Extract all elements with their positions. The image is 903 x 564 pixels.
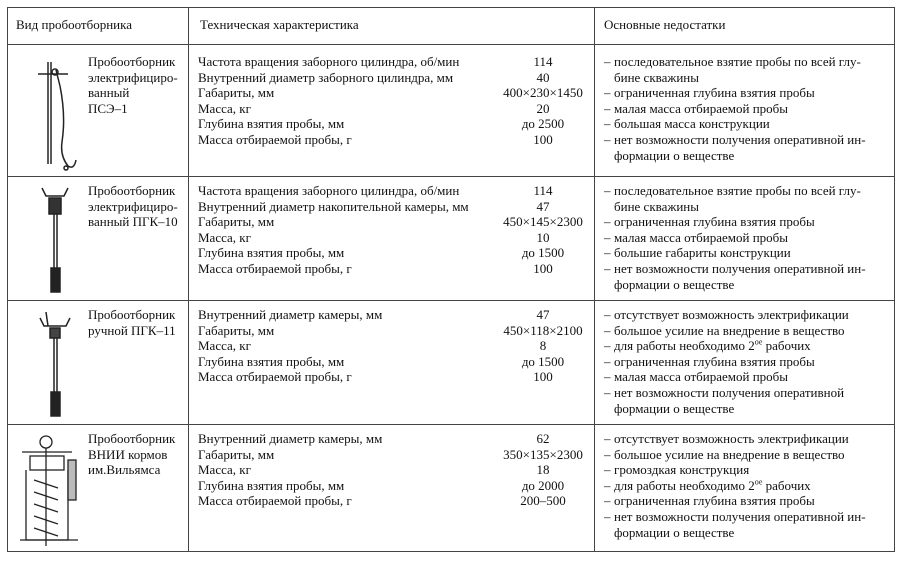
header-divider (8, 44, 894, 45)
spec-value: 100 (533, 260, 553, 276)
defect-item: – большое усилие на внедрение в вещество (604, 446, 845, 462)
spec-row (198, 116, 590, 132)
sampler-name: Пробоотборник электрифициро- ванный ПГК–10 (88, 183, 178, 230)
spec-label: Масса, кг (198, 229, 251, 245)
defect-item: – громоздкая конструкция (604, 462, 750, 478)
defect-item: – отсутствует возможность электрификации (604, 431, 849, 446)
spec-row (198, 132, 590, 148)
spec-value: 62 (536, 431, 550, 446)
defects-list (604, 54, 892, 163)
defect-item: – ограниченная глубина взятия пробы (604, 353, 815, 369)
electric-sampler-pse1-icon (30, 56, 80, 171)
row-divider (8, 424, 894, 425)
spec-value: 10 (536, 229, 550, 245)
defects-list (604, 183, 892, 292)
spec-row (198, 54, 590, 70)
defect-item: формации о веществе (614, 524, 735, 540)
defect-item: – нет возможности получения оперативной ин- (604, 260, 866, 276)
spec-row (198, 478, 590, 494)
spec-label: Масса отбираемой пробы, г (198, 131, 352, 147)
spec-label: Частота вращения заборного цилиндра, об/мин (198, 54, 460, 69)
vnii-feed-sampler-icon (18, 430, 80, 548)
spec-value: 8 (539, 338, 547, 354)
samplers-table (7, 7, 895, 552)
spec-row (198, 70, 590, 86)
sampler-name: Пробоотборник электрифициро- ванный ПСЭ–1 (88, 54, 178, 116)
defect-item: – малая масса отбираемой пробы (604, 229, 788, 245)
spec-label: Глубина взятия пробы, мм (198, 245, 345, 261)
spec-row (198, 245, 590, 261)
spec-value: 47 (536, 198, 550, 214)
spec-row (198, 85, 590, 101)
defect-item: – малая масса отбираемой пробы (604, 100, 788, 116)
defect-item: – большая масса конструкции (604, 116, 770, 132)
spec-row (198, 183, 590, 199)
specs-list (198, 307, 590, 385)
spec-label: Глубина взятия пробы, мм (198, 116, 345, 132)
spec-value: 100 (533, 131, 553, 147)
defect-item: – малая масса отбираемой пробы (604, 369, 788, 385)
spec-row (198, 338, 590, 354)
spec-value: 450×118×2100 (503, 322, 583, 338)
specs-list (198, 431, 590, 509)
spec-row (198, 369, 590, 385)
defect-item: – отсутствует возможность электрификации (604, 307, 849, 322)
defect-item: бине скважины (614, 69, 700, 85)
spec-row (198, 214, 590, 230)
defect-item: – нет возможности получения оперативной ин- (604, 131, 866, 147)
defect-item: – ограниченная глубина взятия пробы (604, 214, 815, 230)
defect-item: формации о веществе (614, 400, 735, 416)
column-divider (188, 8, 189, 551)
header-defects: Основные недостатки (604, 17, 726, 32)
spec-label: Глубина взятия пробы, мм (198, 477, 345, 493)
spec-value: до 1500 (521, 353, 565, 369)
row-divider (8, 176, 894, 177)
sampler-name: Пробоотборник ВНИИ кормов им.Вильямса (88, 431, 176, 478)
spec-value: 200–500 (520, 493, 566, 509)
spec-label: Масса, кг (198, 338, 251, 354)
spec-value: до 2000 (521, 477, 565, 493)
spec-row (198, 323, 590, 339)
spec-row (198, 307, 590, 323)
defect-item: – для работы необходимо $2^{ое}$ рабочих (604, 337, 811, 354)
spec-value: 114 (533, 54, 553, 69)
spec-value: до 2500 (521, 116, 565, 132)
defect-item: формации о веществе (614, 147, 735, 163)
spec-row (198, 101, 590, 117)
spec-value: 47 (536, 307, 550, 322)
sampler-name: Пробоотборник ручной ПГК–11 (88, 307, 176, 338)
spec-label: Глубина взятия пробы, мм (198, 353, 345, 369)
spec-label: Внутренний диаметр накопительной камеры, мм (198, 198, 469, 214)
specs-list (198, 54, 590, 148)
spec-label: Масса отбираемой пробы, г (198, 260, 352, 276)
spec-value: 450×145×2300 (503, 214, 583, 230)
spec-value: 350×135×2300 (503, 446, 583, 462)
spec-label: Масса отбираемой пробы, г (198, 493, 352, 509)
defect-item: бине скважины (614, 198, 700, 214)
spec-label: Габариты, мм (198, 446, 275, 462)
spec-label: Внутренний диаметр камеры, мм (198, 307, 383, 322)
spec-value: 100 (533, 369, 553, 385)
defect-item: – большие габариты конструкции (604, 245, 791, 261)
spec-label: Внутренний диаметр заборного цилиндра, мм (198, 69, 454, 85)
manual-sampler-pgk11-icon (36, 308, 76, 420)
spec-label: Внутренний диаметр камеры, мм (198, 431, 383, 446)
header-sampler-type: Вид пробоотборника (16, 17, 132, 32)
spec-value: до 1500 (521, 245, 565, 261)
defect-item: – ограниченная глубина взятия пробы (604, 85, 815, 101)
spec-row (198, 354, 590, 370)
spec-row (198, 493, 590, 509)
defects-list (604, 431, 892, 540)
spec-value: 40 (536, 69, 550, 85)
spec-row (198, 261, 590, 277)
specs-list (198, 183, 590, 277)
defect-item: – последовательное взятие пробы по всей глу- (604, 54, 861, 69)
defect-item: – ограниченная глубина взятия пробы (604, 493, 815, 509)
defect-item: – последовательное взятие пробы по всей глу- (604, 183, 861, 198)
spec-value: 400×230×1450 (503, 85, 583, 101)
spec-row (198, 199, 590, 215)
defect-item: формации о веществе (614, 276, 735, 292)
spec-label: Габариты, мм (198, 214, 275, 230)
spec-row (198, 431, 590, 447)
column-divider (594, 8, 595, 551)
defect-item: – большое усилие на внедрение в вещество (604, 322, 845, 338)
spec-label: Масса, кг (198, 462, 251, 478)
spec-label: Частота вращения заборного цилиндра, об/мин (198, 183, 460, 198)
spec-label: Масса, кг (198, 100, 251, 116)
spec-row (198, 447, 590, 463)
electric-sampler-pgk10-icon (36, 184, 76, 296)
spec-row (198, 462, 590, 478)
defect-item: – для работы необходимо $2^{ое}$ рабочих (604, 477, 811, 493)
row-divider (8, 300, 894, 301)
defect-item: – нет возможности получения оперативной (604, 384, 845, 400)
spec-row (198, 230, 590, 246)
spec-value: 18 (536, 462, 550, 478)
defect-item: – нет возможности получения оперативной ин- (604, 508, 866, 524)
spec-value: 114 (533, 183, 553, 198)
header-specs: Техническая характеристика (200, 17, 359, 32)
spec-label: Масса отбираемой пробы, г (198, 369, 352, 385)
spec-label: Габариты, мм (198, 85, 275, 101)
defects-list (604, 307, 892, 416)
spec-value: 20 (536, 100, 550, 116)
spec-label: Габариты, мм (198, 322, 275, 338)
